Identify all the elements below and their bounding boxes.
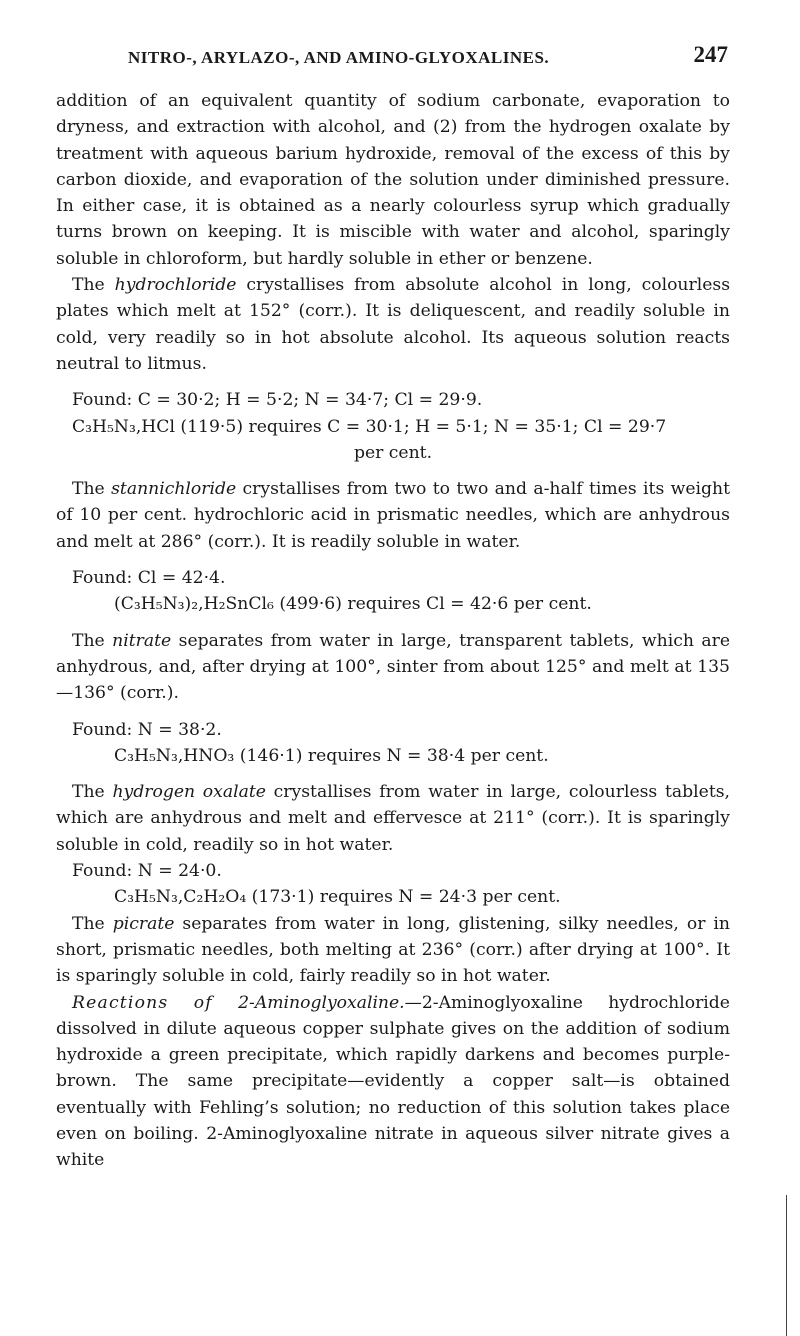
- section-heading: 2-Aminoglyoxaline.: [238, 992, 405, 1013]
- paragraph-reactions: [56, 990, 730, 1174]
- paragraph-hydrochloride: [56, 272, 730, 377]
- paragraph-text: —2-Aminoglyoxaline hydrochloride dissolved in dilute aqueous copper sulphate gives on the addition of sodium hydroxide a green precipitate, which rapidly darkens and becomes purple-brown. The same precipitate—evidently a copper salt—is obtained eventually with Fehling’s solution; no reduction of this solution takes place even on boiling. 2-Aminoglyoxaline nitrate in aqueous silver nitrate gives a white: [56, 992, 730, 1171]
- lead-word: The: [72, 275, 105, 296]
- paragraph-text: separates from water in long, glistening, silky needles, or in short, prismatic needles, both melting at 236° (corr.) after drying at 100°. It is sparingly soluble in cold, fairly readily so in hot water.: [56, 913, 730, 987]
- found-line: Found: N = 38·2.: [72, 719, 222, 740]
- found-line: Found: N = 24·0.: [72, 861, 222, 882]
- compound-term: picrate: [112, 913, 175, 934]
- requires-line: C₃H₅N₃,C₂H₂O₄ (173·1) requires N = 24·3 per cent.: [114, 887, 561, 908]
- lead-word: The: [72, 913, 105, 934]
- compound-term: stannichloride: [111, 479, 237, 500]
- running-head: NITRO-, ARYLAZO-, AND AMINO-GLYOXALINES.: [128, 48, 550, 67]
- found-line: Found: C = 30·2; H = 5·2; N = 34·7; Cl = 29·9.: [72, 390, 483, 411]
- section-heading: of: [193, 992, 213, 1013]
- lead-word: The: [72, 630, 105, 651]
- paragraph-nitrate: [56, 628, 730, 707]
- requires-line: (C₃H₅N₃)₂,H₂SnCl₆ (499·6) requires Cl = 42·6 per cent.: [114, 594, 592, 615]
- body-text: [56, 88, 730, 1174]
- paragraph-text: crystallises from two to two and a-half times its weight of 10 per cent. hydrochloric acid in prismatic needles, which are anhydrous and melt at 286° (corr.). It is readily soluble in water.: [56, 479, 731, 552]
- compound-term: hydrogen oxalate: [112, 782, 266, 803]
- section-heading: Reactions: [72, 992, 169, 1013]
- paragraph-continued: addition of an equivalent quantity of sodium carbonate, evaporation to dryness, and extraction with alcohol, and (2) from the hydrogen oxalate by treatment with aqueous barium hydroxide, removal of the excess of this by carbon dioxide, and evaporation of the solution under diminished pressure. In either case, it is obtained as a nearly colourless syrup which gradually turns brown on keeping. It is miscible with water and alcohol, sparingly soluble in chloroform, but hardly soluble in ether or benzene.: [56, 91, 730, 269]
- lead-word: The: [72, 782, 105, 803]
- paragraph-hydrogen-oxalate: [56, 779, 730, 858]
- page-header: [56, 42, 728, 72]
- compound-term: hydrochloride: [114, 275, 237, 296]
- paragraph-picrate: [56, 911, 730, 990]
- scan-edge-line: [786, 1195, 787, 1336]
- paragraph-text: separates from water in large, transparent tablets, which are anhydrous, and, after drying at 100°, sinter from about 125° and melt at 135—136° (corr.).: [56, 630, 730, 704]
- page-number: 247: [693, 42, 728, 67]
- requires-line: C₃H₅N₃,HCl (119·5) requires C = 30·1; H = 5·1; N = 35·1; Cl = 29·7: [72, 416, 667, 437]
- found-line: Found: Cl = 42·4.: [72, 568, 226, 589]
- lead-word: The: [72, 479, 105, 500]
- paragraph-text: crystallises from water in large, colourless tablets, which are anhydrous and melt and effervesce at 211° (corr.). It is sparingly soluble in cold, readily so in hot water.: [56, 782, 731, 855]
- compound-term: nitrate: [112, 630, 172, 651]
- paragraph-stannichloride: [56, 476, 730, 555]
- requires-line: C₃H₅N₃,HNO₃ (146·1) requires N = 38·4 per cent.: [114, 745, 549, 766]
- paragraph-text: crystallises from absolute alcohol in long, colourless plates which melt at 152° (corr.). It is deliquescent, and readily soluble in cold, very readily so in hot absolute alcohol. Its aqueous solution reacts neutral to litmus.: [56, 275, 731, 374]
- requires-line-cont: per cent.: [353, 442, 433, 463]
